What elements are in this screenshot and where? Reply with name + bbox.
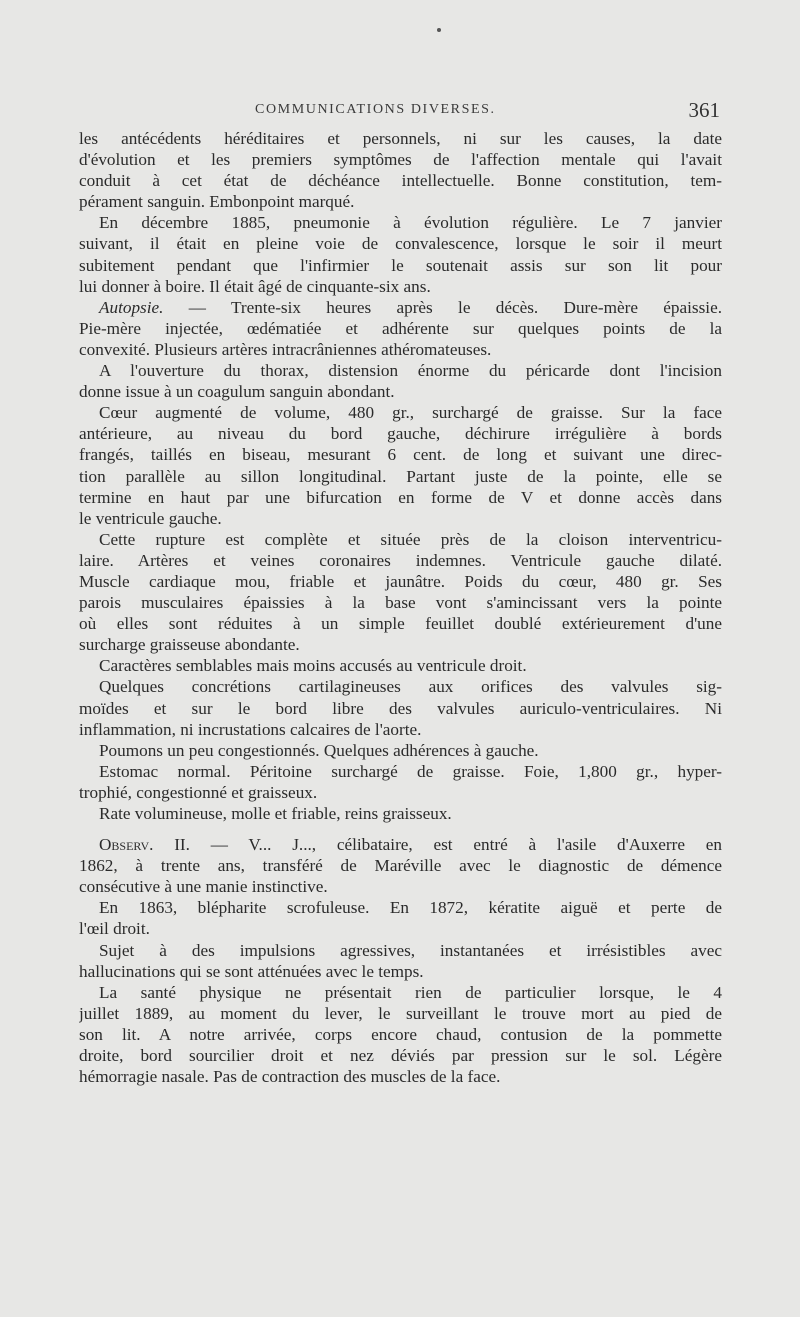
text-line: En 1863, blépharite scrofuleuse. En 1872, kératite aiguë et perte de [99, 898, 722, 918]
autopsie-heading: Autopsie. [99, 297, 164, 317]
running-head [80, 98, 720, 122]
text-line: La santé physique ne présentait rien de particulier lorsque, le 4 [99, 982, 722, 1002]
text-line: surcharge graisseuse abondante. [79, 635, 300, 655]
text-line: juillet 1889, au moment du lever, le surveillant le trouve mort au pied de [79, 1003, 722, 1023]
text-line: Pie-mère injectée, œdématiée et adhérente sur quelques points de la [79, 318, 722, 338]
text-line: antérieure, au niveau du bord gauche, déchirure irrégulière à bords [79, 424, 722, 444]
text-line: subitement pendant que l'infirmier le soutenait assis sur son lit pour [79, 255, 722, 275]
text-line: droite, bord sourcilier droit et nez déviés par pression sur le sol. Légère [79, 1046, 722, 1066]
text-line: Sujet à des impulsions agressives, instantanées et irrésistibles avec [99, 940, 722, 960]
text-line: laire. Artères et veines coronaires indemnes. Ventricule gauche dilaté. [79, 550, 722, 570]
text-line: termine en haut par une bifurcation en forme de V et donne accès dans [79, 487, 722, 507]
text-line: Cœur augmenté de volume, 480 gr., surchargé de graisse. Sur la face [99, 403, 722, 423]
text-line: En décembre 1885, pneumonie à évolution régulière. Le 7 janvier [99, 213, 722, 233]
text-line: moïdes et sur le bord libre des valvules auriculo-ventriculaires. Ni [79, 698, 722, 718]
text-line: Muscle cardiaque mou, friable et jaunâtre. Poids du cœur, 480 gr. Ses [79, 571, 722, 591]
page-number: 361 [688, 98, 720, 122]
text-line: Cette rupture est complète et située près de la cloison interventricu- [99, 529, 722, 549]
text-line: Estomac normal. Péritoine surchargé de graisse. Foie, 1,800 gr., hyper- [99, 761, 722, 781]
text-line: pérament sanguin. Embonpoint marqué. [79, 192, 355, 212]
text-line: convexité. Plusieurs artères intracrâniennes athéromateuses. [79, 339, 492, 359]
autopsie-text: — Trente-six heures après le décès. Dure-mère épaissie. [163, 297, 722, 317]
body-text [79, 128, 722, 1087]
observation-text: II. — V... J..., célibataire, est entré à l'asile d'Auxerre en [153, 835, 722, 855]
text-line: Quelques concrétions cartilagineuses aux orifices des valvules sig- [99, 677, 722, 697]
text-line: donne issue à un coagulum sanguin abondant. [79, 382, 395, 402]
text-line: 1862, à trente ans, transféré de Maréville avec le diagnostic de démence [79, 856, 722, 876]
text-line: l'œil droit. [79, 919, 150, 939]
text-line: A l'ouverture du thorax, distension énorme du péricarde dont l'incision [99, 361, 722, 381]
text-line: hallucinations qui se sont atténuées avec le temps. [79, 961, 424, 981]
running-title: COMMUNICATIONS DIVERSES. [255, 102, 496, 117]
text-line: Poumons un peu congestionnés. Quelques adhérences à gauche. [99, 740, 539, 760]
text-line: Caractères semblables mais moins accusés au ventricule droit. [99, 656, 527, 676]
text-line [79, 834, 722, 855]
text-line: son lit. A notre arrivée, corps encore chaud, contusion de la pommette [79, 1024, 722, 1044]
text-line: trophié, congestionné et graisseux. [79, 782, 318, 802]
text-line: suivant, il était en pleine voie de convalescence, lorsque le soir il meurt [79, 234, 722, 254]
observation-label: Observ. [99, 835, 154, 855]
text-line: le ventricule gauche. [79, 508, 222, 528]
text-line: parois musculaires épaissies à la base vont s'amincissant vers la pointe [79, 593, 722, 613]
text-line: lui donner à boire. Il était âgé de cinquante-six ans. [79, 276, 431, 296]
text-line: inflammation, ni incrustations calcaires de l'aorte. [79, 719, 422, 739]
text-line: les antécédents héréditaires et personnels, ni sur les causes, la date [79, 129, 722, 148]
text-line: tion parallèle au sillon longitudinal. Partant juste de la pointe, elle se [79, 466, 722, 486]
text-line: conduit à cet état de déchéance intellectuelle. Bonne constitution, tem- [79, 171, 722, 191]
text-line: hémorragie nasale. Pas de contraction des muscles de la face. [79, 1067, 501, 1087]
text-line: frangés, taillés en biseau, mesurant 6 cent. de long et suivant une direc- [79, 445, 722, 465]
text-line [79, 297, 722, 318]
text-line: Rate volumineuse, molle et friable, reins graisseux. [99, 804, 452, 823]
text-line: d'évolution et les premiers symptômes de l'affection mentale qui l'avait [79, 150, 722, 170]
print-speck [437, 28, 441, 32]
text-line: consécutive à une manie instinctive. [79, 877, 328, 897]
text-line: où elles sont réduites à un simple feuillet doublé extérieurement d'une [79, 614, 722, 634]
